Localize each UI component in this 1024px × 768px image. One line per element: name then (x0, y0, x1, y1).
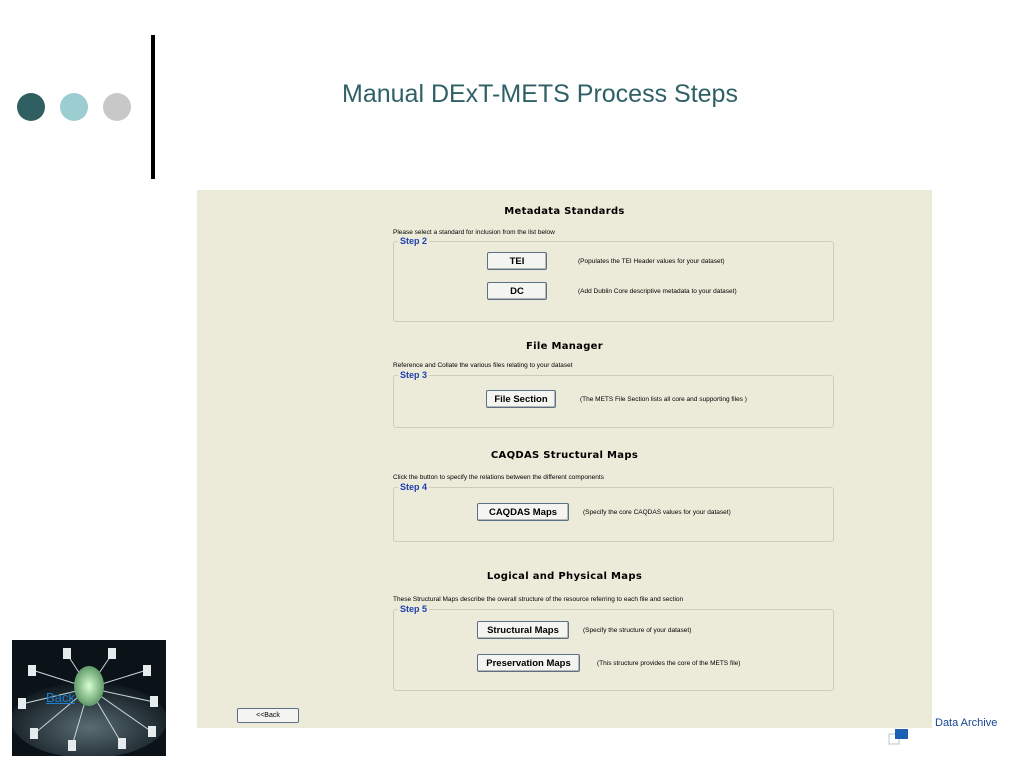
network-diagram-icon (12, 640, 166, 756)
file-manager-description: Reference and Collate the various files relating to your dataset (393, 362, 573, 369)
slide-title: Manual DExT-METS Process Steps (342, 80, 738, 108)
logical-physical-description: These Structural Maps describe the overall structure of the resource referring to each file and section (393, 596, 684, 603)
back-button[interactable]: <<Back (237, 708, 299, 723)
step-2-label: Step 2 (400, 236, 428, 246)
tei-note: (Populates the TEI Header values for your dataset) (578, 258, 725, 265)
structural-maps-note: (Specify the structure of your dataset) (583, 627, 692, 634)
tei-button[interactable]: TEI (487, 252, 547, 270)
caqdas-heading: CAQDAS Structural Maps (490, 450, 639, 461)
decorative-dot-dark (17, 93, 45, 121)
step-5-label: Step 5 (400, 604, 428, 614)
step-5-group (393, 604, 834, 691)
title-divider (151, 35, 155, 179)
data-archive-logo-icon (888, 728, 910, 746)
caqdas-description: Click the button to specify the relations between the different components (393, 474, 604, 481)
decorative-dot-grey (103, 93, 131, 121)
logical-physical-heading: Logical and Physical Maps (486, 571, 643, 582)
dc-note: (Add Dublin Core descriptive metadata to your dataset) (578, 288, 737, 295)
preservation-maps-note: (This structure provides the core of the METS file) (597, 660, 741, 667)
data-archive-label: Data Archive (935, 717, 998, 729)
preservation-maps-button[interactable]: Preservation Maps (477, 654, 580, 672)
decorative-dot-teal (60, 93, 88, 121)
step-2-group (393, 236, 834, 322)
dext-mets-window (197, 190, 932, 728)
caqdas-maps-button[interactable]: CAQDAS Maps (477, 503, 569, 521)
metadata-standards-description: Please select a standard for inclusion from the list below (393, 229, 555, 236)
metadata-standards-heading: Metadata Standards (504, 206, 625, 217)
dc-button[interactable]: DC (487, 282, 547, 300)
structural-maps-button[interactable]: Structural Maps (477, 621, 569, 639)
step-4-label: Step 4 (400, 482, 428, 492)
file-section-button[interactable]: File Section (486, 390, 556, 408)
network-thumbnail (12, 640, 166, 756)
step-3-label: Step 3 (400, 370, 428, 380)
file-section-note: (The METS File Section lists all core and supporting files ) (580, 396, 747, 403)
caqdas-maps-note: (Specify the core CAQDAS values for your dataset) (583, 509, 731, 516)
file-manager-heading: File Manager (526, 341, 603, 352)
back-link[interactable]: Back (46, 690, 75, 705)
